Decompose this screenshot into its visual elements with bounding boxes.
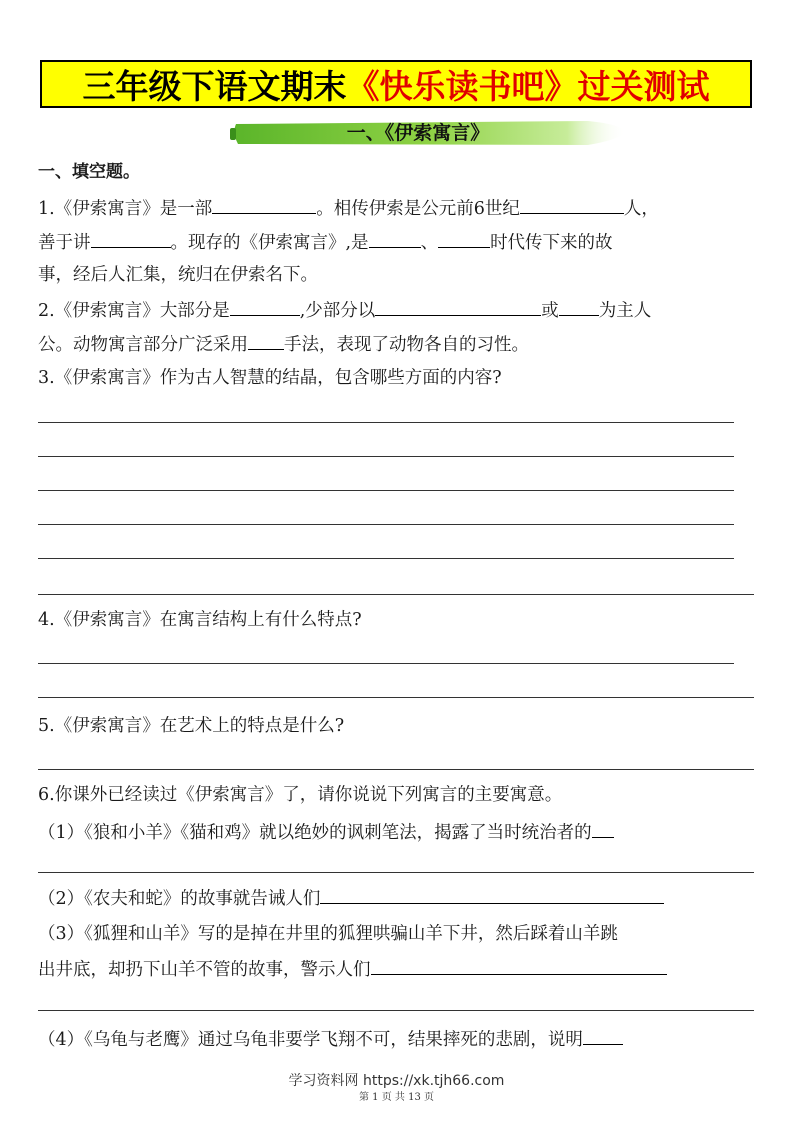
question-1-line-1: 1.《伊索寓言》是一部 。相传伊索是公元前6世纪 人，	[38, 195, 659, 221]
blank[interactable]	[320, 885, 664, 904]
blank[interactable]	[559, 297, 599, 316]
question-6-item-3-line-1: （3）《狐狸和山羊》写的是掉在井里的狐狸哄骗山羊下井，然后踩着山羊跳	[38, 924, 618, 944]
blank[interactable]	[248, 331, 284, 350]
question-3: 3.《伊索寓言》作为古人智慧的结晶，包含哪些方面的内容?	[38, 368, 502, 388]
blank[interactable]	[583, 1026, 623, 1045]
answer-line[interactable]	[38, 558, 734, 559]
answer-line[interactable]	[38, 594, 754, 595]
page-number: 第 1 页 共 13 页	[359, 1092, 434, 1103]
blank[interactable]	[369, 229, 421, 248]
page-title	[40, 60, 752, 108]
blank[interactable]	[230, 297, 300, 316]
blank[interactable]	[212, 195, 316, 214]
question-6-item-3-line-2: 出井底，却扔下山羊不管的故事，警示人们	[38, 956, 667, 982]
answer-line[interactable]	[38, 697, 754, 698]
question-1-line-2: 善于讲 。现存的《伊索寓言》,是 、 时代传下来的故	[38, 229, 613, 255]
question-2-line-1: 2.《伊索寓言》大部分是 ,少部分以 或 为主人	[38, 297, 651, 323]
answer-line[interactable]	[38, 524, 734, 525]
answer-line[interactable]	[38, 769, 754, 770]
section-banner	[228, 118, 628, 148]
answer-line[interactable]	[38, 1010, 754, 1011]
question-1-line-3: 事，经后人汇集，统归在伊索名下。	[38, 265, 318, 285]
section-title: 一、《伊索寓言》	[346, 122, 490, 144]
blank[interactable]	[592, 819, 614, 838]
question-5: 5.《伊索寓言》在艺术上的特点是什么?	[38, 716, 345, 736]
blank[interactable]	[375, 297, 541, 316]
title-part-1: 三年级下语文期末	[82, 66, 347, 106]
blank[interactable]	[371, 956, 667, 975]
question-6-item-2: （2）《农夫和蛇》的故事就告诫人们	[38, 885, 664, 911]
question-6-item-1: （1）《狼和小羊》《猫和鸡》就以绝妙的讽刺笔法，揭露了当时统治者的	[38, 819, 614, 845]
answer-line[interactable]	[38, 872, 754, 873]
footer-link[interactable]: 学习资料网 https://xk.tjh66.com	[288, 1073, 505, 1089]
blank[interactable]	[91, 229, 171, 248]
answer-line[interactable]	[38, 422, 734, 423]
blank[interactable]	[438, 229, 490, 248]
question-6-intro: 6.你课外已经读过《伊索寓言》了，请你说说下列寓言的主要寓意。	[38, 785, 563, 805]
answer-line[interactable]	[38, 456, 734, 457]
answer-line[interactable]	[38, 663, 734, 664]
question-4: 4.《伊索寓言》在寓言结构上有什么特点?	[38, 610, 362, 630]
blank[interactable]	[520, 195, 624, 214]
title-part-2: 《快乐读书吧》过关测试	[346, 66, 710, 106]
question-6-item-4: （4）《乌龟与老鹰》通过乌龟非要学飞翔不可，结果摔死的悲剧，说明	[38, 1026, 623, 1052]
answer-line[interactable]	[38, 490, 734, 491]
section-heading: 一、填空题。	[38, 162, 140, 182]
question-2-line-2: 公。动物寓言部分广泛采用 手法，表现了动物各自的习性。	[38, 331, 529, 357]
